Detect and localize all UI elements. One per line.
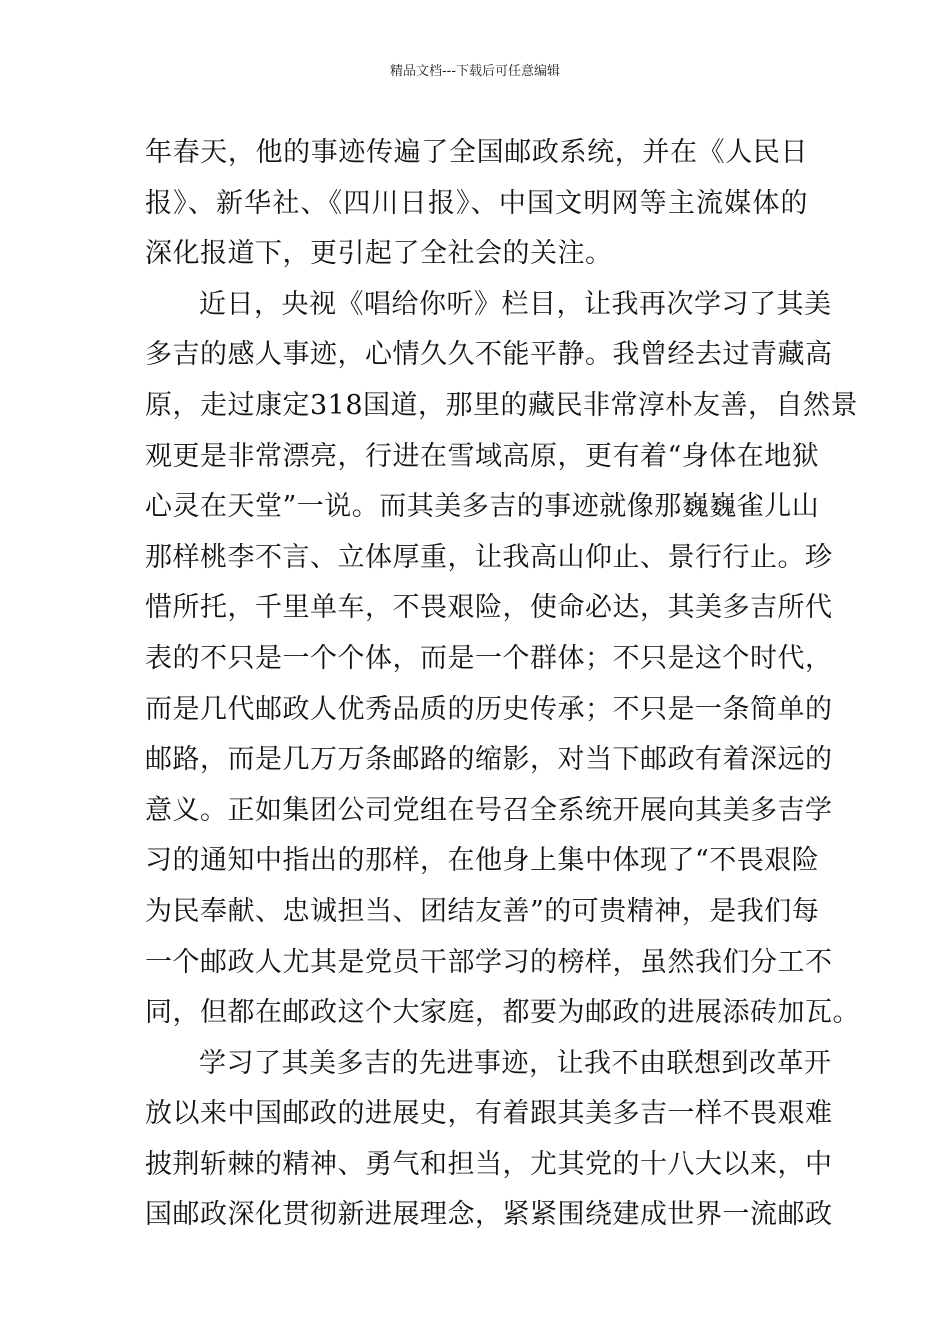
text-line: 为民奉献、忠诚担当、团结友善”的可贵精神，是我们每	[145, 895, 820, 927]
text-line: 惜所托，千里单车，不畏艰险，使命必达，其美多吉所代	[145, 592, 833, 624]
text-line: 邮路，而是几万万条邮路的缩影，对当下邮政有着深远的	[145, 744, 833, 776]
text-line: 多吉的感人事迹，心情久久不能平静。我曾经去过青藏高	[145, 339, 833, 371]
text-line: 表的不只是一个个体，而是一个群体；不只是这个时代，	[145, 642, 833, 674]
text-line: 国邮政深化贯彻新进展理念，紧紧围绕建成世界一流邮政	[145, 1199, 833, 1231]
paragraph-start-line: 近日，央视《唱给你听》栏目，让我再次学习了其美	[199, 288, 832, 320]
text-line: 心灵在天堂”一说。而其美多吉的事迹就像那巍巍雀儿山	[145, 491, 820, 523]
text-line: 那样桃李不言、立体厚重，让我高山仰止、景行行止。珍	[145, 541, 833, 573]
paragraph-start-line: 学习了其美多吉的先进事迹，让我不由联想到改革开	[199, 1047, 832, 1079]
text-line: 年春天，他的事迹传遍了全国邮政系统，并在《人民日	[145, 137, 808, 168]
page-header: 精品文档---下载后可任意编辑	[389, 64, 561, 79]
text-line: 披荆斩棘的精神、勇气和担当，尤其党的十八大以来，中	[145, 1148, 833, 1180]
text-line: 而是几代邮政人优秀品质的历史传承；不只是一条简单的	[145, 693, 833, 725]
document-body	[145, 128, 860, 1241]
text-line: 一个邮政人尤其是党员干部学习的榜样，虽然我们分工不	[145, 946, 833, 978]
text-line: 观更是非常漂亮，行进在雪域高原，更有着“身体在地狱	[145, 440, 820, 472]
text-line: 同，但都在邮政这个大家庭，都要为邮政的进展添砖加瓦。	[145, 997, 860, 1029]
text-line: 原，走过康定318国道，那里的藏民非常淳朴友善，自然景	[145, 389, 859, 421]
text-line: 习的通知中指出的那样，在他身上集中体现了“不畏艰险	[145, 845, 820, 877]
text-line: 深化报道下，更引起了全社会的关注。	[145, 238, 613, 270]
text-line: 意义。正如集团公司党组在号召全系统开展向其美多吉学	[145, 794, 833, 826]
text-line: 报》、新华社、《四川日报》、中国文明网等主流媒体的	[145, 187, 808, 219]
text-line: 放以来中国邮政的进展史，有着跟其美多吉一样不畏艰难	[145, 1098, 833, 1130]
